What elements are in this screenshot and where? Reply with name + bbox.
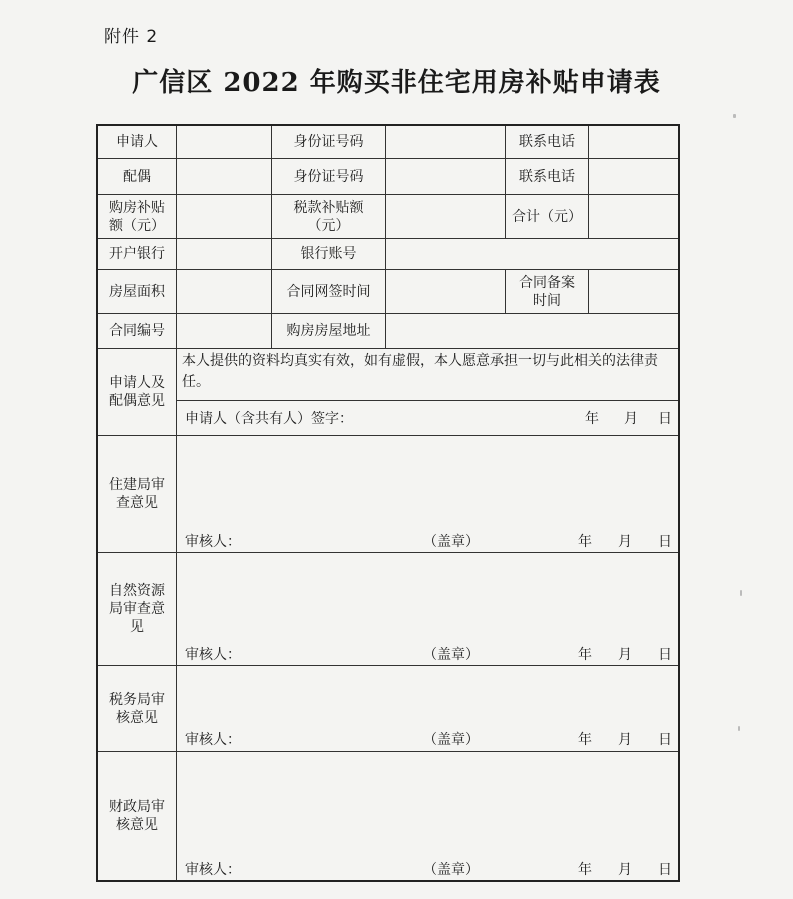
field-purchase-subsidy[interactable] xyxy=(177,195,272,239)
label-tax-subsidy xyxy=(272,195,386,239)
tax-day: 日 xyxy=(658,732,672,748)
field-contract-number[interactable] xyxy=(177,314,272,349)
scan-speck xyxy=(738,726,740,731)
label-contract-filing-time-l1: 合同备案 xyxy=(519,274,575,291)
label-tax-bureau-review-l1: 税务局审 xyxy=(109,691,165,708)
label-contract-number: 合同编号 xyxy=(98,314,177,349)
field-applicant[interactable] xyxy=(177,126,272,159)
housing-reviewer-label: 审核人： xyxy=(185,534,241,550)
natural-resources-year: 年 xyxy=(578,647,592,663)
finance-day: 日 xyxy=(658,862,672,878)
label-natural-resources-review-l1: 自然资源 xyxy=(109,583,165,599)
field-contract-filing-time[interactable] xyxy=(589,270,678,314)
label-contract-filing-time-l2: 时间 xyxy=(533,292,561,309)
label-purchase-subsidy-l2: 额（元） xyxy=(109,217,165,234)
label-housing-bureau-review-l2: 查意见 xyxy=(116,495,158,511)
label-contract-filing-time xyxy=(506,270,589,314)
natural-resources-month: 月 xyxy=(618,647,632,663)
label-bank: 开户银行 xyxy=(98,239,177,270)
tax-reviewer-label: 审核人： xyxy=(185,732,241,748)
finance-year: 年 xyxy=(578,862,592,878)
applicant-sign-day: 日 xyxy=(658,411,672,427)
field-property-address[interactable] xyxy=(386,314,678,349)
label-spouse-id: 身份证号码 xyxy=(272,159,386,195)
label-tax-subsidy-l1: 税款补贴额 xyxy=(293,199,364,216)
applicant-signature-label: 申请人（含共有人）签字： xyxy=(185,411,353,427)
label-finance-bureau-review-l2: 核意见 xyxy=(116,817,158,833)
applicant-sign-month: 月 xyxy=(624,411,638,427)
application-form-table xyxy=(96,124,680,882)
tax-month: 月 xyxy=(618,732,632,748)
finance-seal-label: （盖章） xyxy=(423,862,479,878)
housing-month: 月 xyxy=(618,534,632,550)
label-housing-bureau-review xyxy=(98,436,177,553)
label-applicant-opinion-l1: 申请人及 xyxy=(109,375,165,391)
label-spouse-phone: 联系电话 xyxy=(506,159,589,195)
field-bank[interactable] xyxy=(177,239,272,270)
field-total[interactable] xyxy=(589,195,678,239)
label-house-area: 房屋面积 xyxy=(98,270,177,314)
label-applicant-phone: 联系电话 xyxy=(506,126,589,159)
applicant-sign-year: 年 xyxy=(585,411,599,427)
natural-resources-seal-label: （盖章） xyxy=(423,647,479,663)
label-property-address: 购房房屋地址 xyxy=(272,314,386,349)
label-tax-bureau-review-l2: 核意见 xyxy=(116,709,158,726)
label-total: 合计（元） xyxy=(506,195,589,239)
tax-seal-label: （盖章） xyxy=(423,732,479,748)
label-natural-resources-review xyxy=(98,553,177,666)
field-bank-account[interactable] xyxy=(386,239,678,270)
field-contract-sign-time[interactable] xyxy=(386,270,506,314)
field-spouse[interactable] xyxy=(177,159,272,195)
applicant-declaration-text: 本人提供的资料均真实有效，如有虚假，本人愿意承担一切与此相关的法律责任。 xyxy=(182,353,658,390)
label-applicant-opinion-l2: 配偶意见 xyxy=(109,393,165,409)
label-finance-bureau-review-l1: 财政局审 xyxy=(109,799,165,815)
field-spouse-phone[interactable] xyxy=(589,159,678,195)
finance-reviewer-label: 审核人： xyxy=(185,862,241,878)
label-applicant-id: 身份证号码 xyxy=(272,126,386,159)
scan-speck xyxy=(733,114,736,118)
natural-resources-day: 日 xyxy=(658,647,672,663)
label-tax-subsidy-l2: （元） xyxy=(307,217,350,234)
label-purchase-subsidy xyxy=(98,195,177,239)
housing-day: 日 xyxy=(658,534,672,550)
housing-seal-label: （盖章） xyxy=(423,534,479,550)
label-purchase-subsidy-l1: 购房补贴 xyxy=(109,199,165,216)
field-applicant-phone[interactable] xyxy=(589,126,678,159)
tax-year: 年 xyxy=(578,732,592,748)
field-applicant-id[interactable] xyxy=(386,126,506,159)
housing-year: 年 xyxy=(578,534,592,550)
scan-speck xyxy=(740,590,742,596)
natural-resources-reviewer-label: 审核人： xyxy=(185,647,241,663)
label-bank-account: 银行账号 xyxy=(272,239,386,270)
finance-month: 月 xyxy=(618,862,632,878)
field-house-area[interactable] xyxy=(177,270,272,314)
label-contract-sign-time: 合同网签时间 xyxy=(272,270,386,314)
field-spouse-id[interactable] xyxy=(386,159,506,195)
label-spouse: 配偶 xyxy=(98,159,177,195)
label-natural-resources-review-l3: 见 xyxy=(130,619,144,635)
label-applicant-opinion xyxy=(98,349,177,436)
attachment-label: 附件 2 xyxy=(104,27,159,47)
form-title: 广信区 2022 年购买非住宅用房补贴申请表 xyxy=(132,68,661,98)
label-natural-resources-review-l2: 局审查意 xyxy=(109,601,165,617)
label-finance-bureau-review xyxy=(98,752,177,880)
label-applicant: 申请人 xyxy=(98,126,177,159)
label-housing-bureau-review-l1: 住建局审 xyxy=(109,477,165,493)
label-tax-bureau-review xyxy=(98,666,177,752)
field-tax-subsidy[interactable] xyxy=(386,195,506,239)
